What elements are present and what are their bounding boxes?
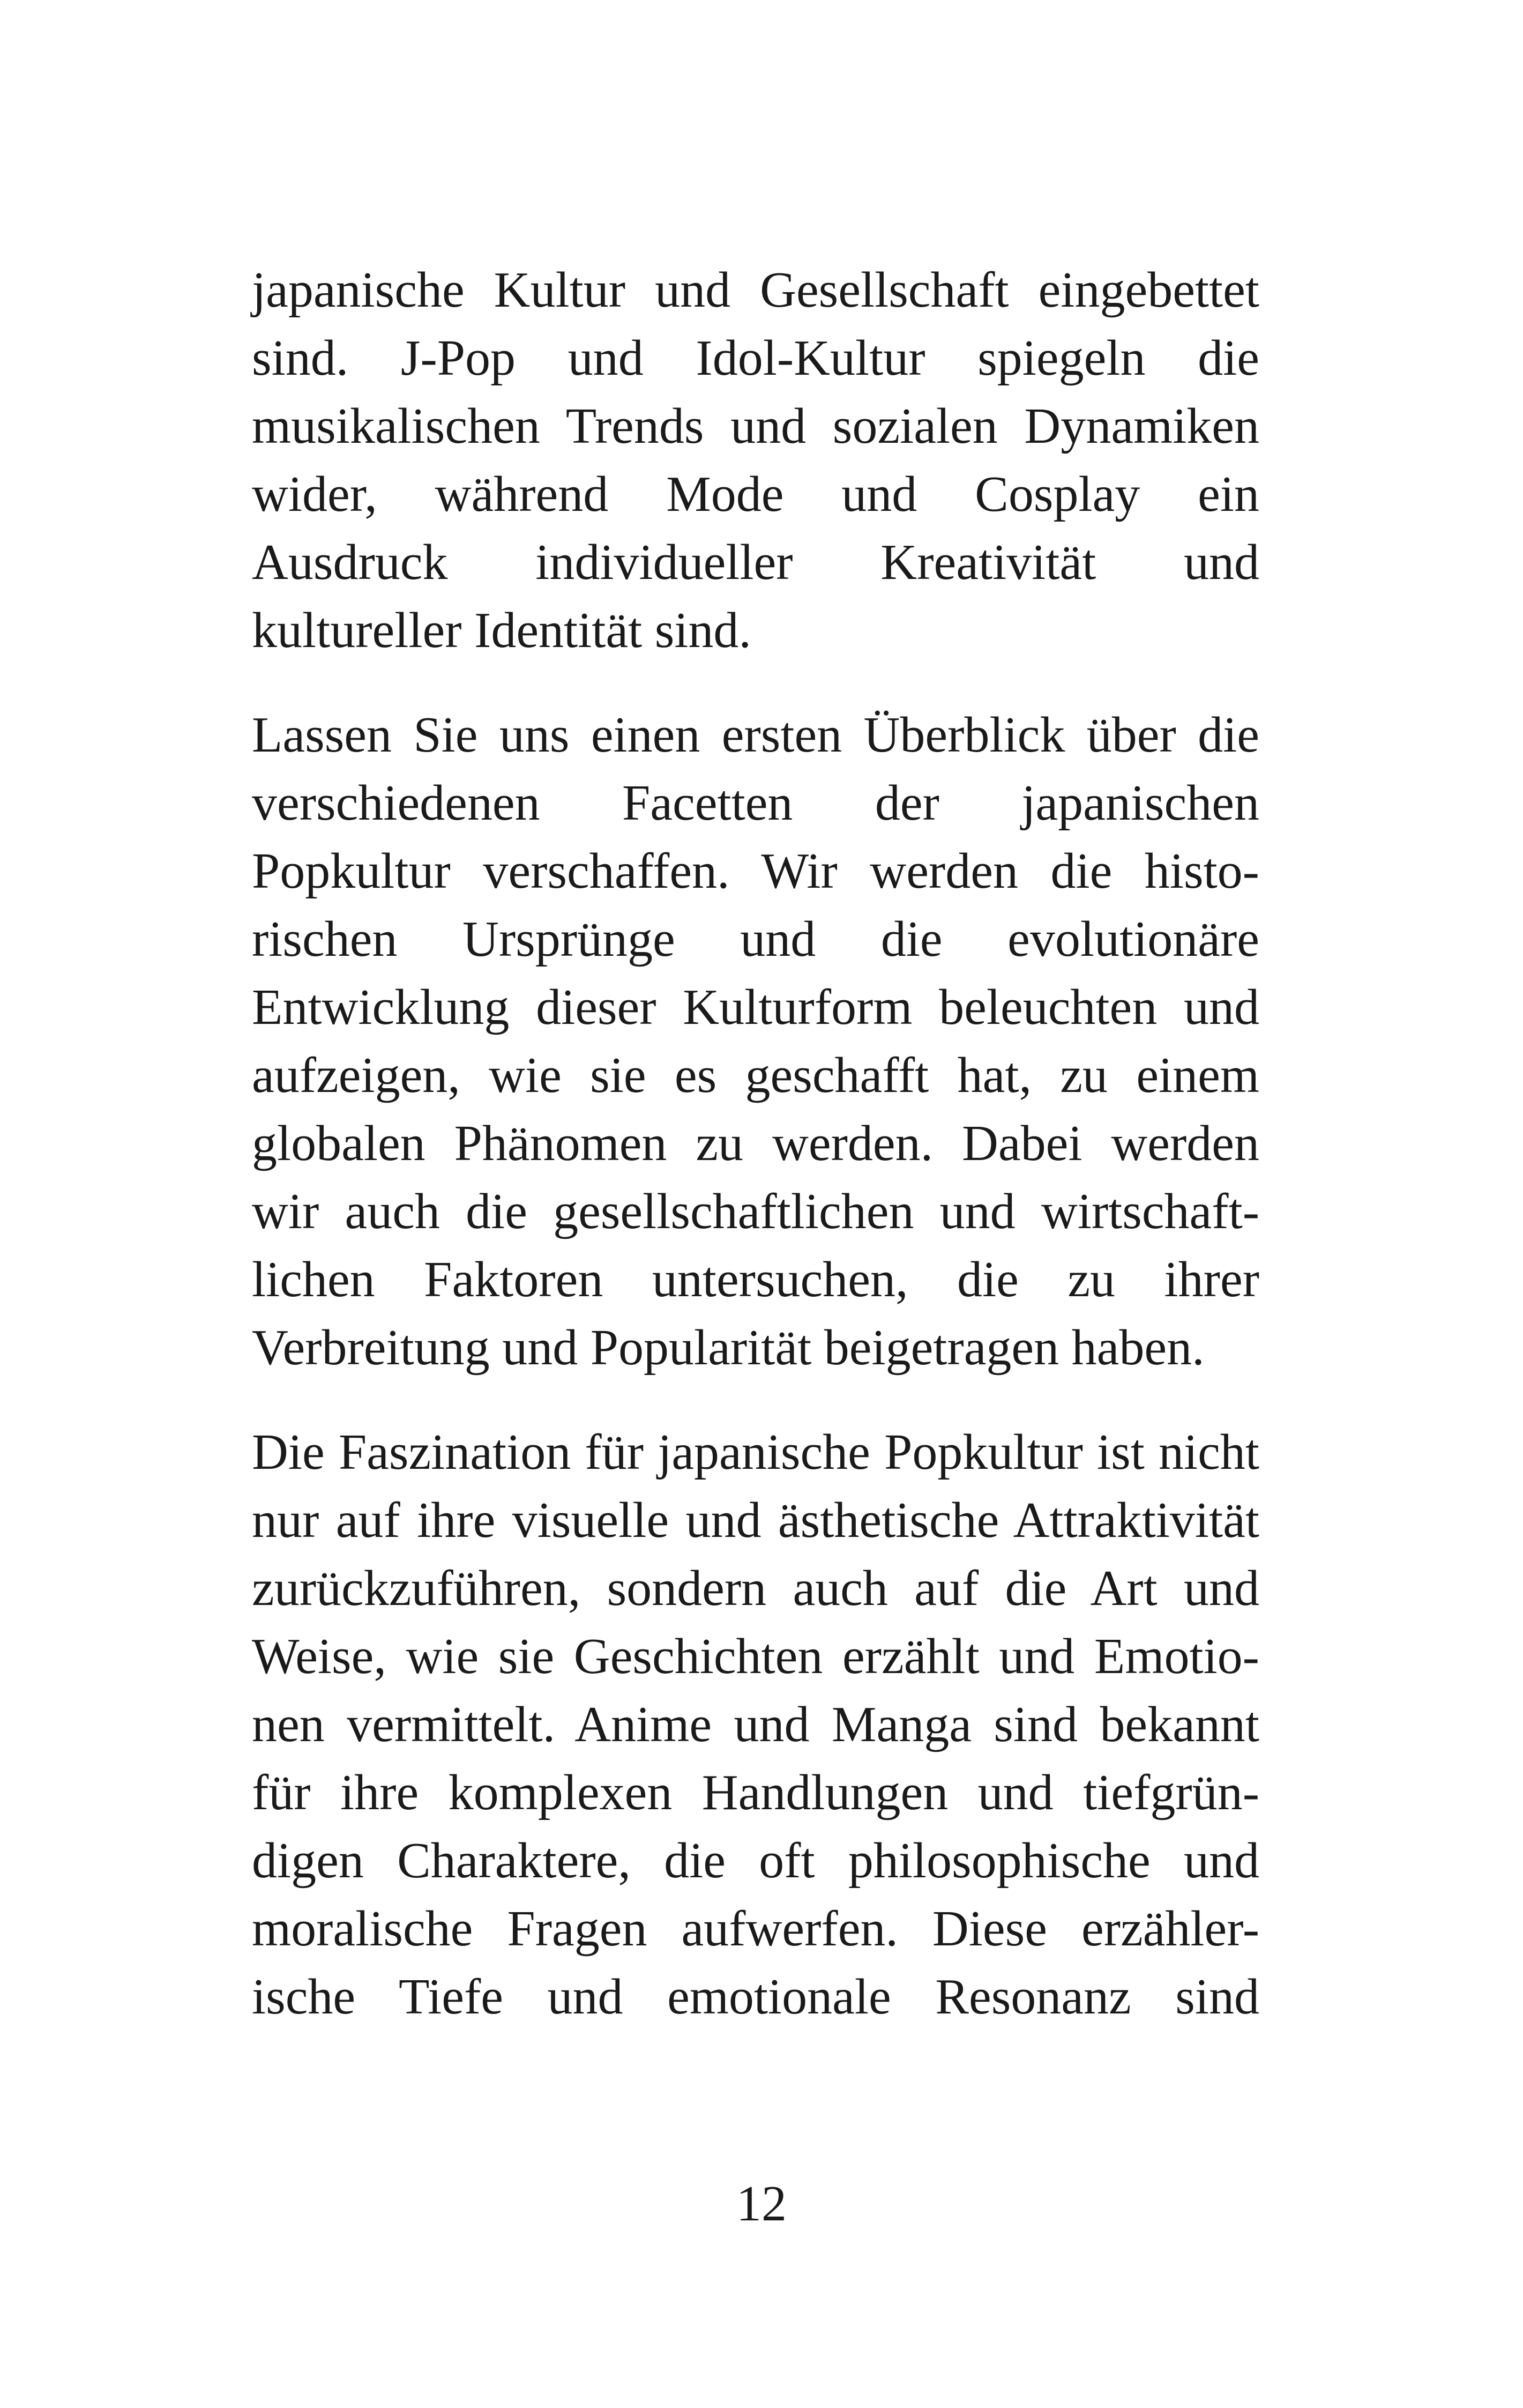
text-line: aufzeigen, wie sie es geschafft hat, zu einem — [252, 1047, 1259, 1103]
text-line: ische Tiefe und emotionale Resonanz sind — [252, 1969, 1259, 2025]
text-line: nur auf ihre visuelle und ästhetische Attraktivität — [252, 1492, 1259, 1548]
text-line: Verbreitung und Popularität beigetragen haben. — [252, 1320, 1205, 1376]
text-line: sind. J-Pop und Idol-Kultur spiegeln die — [252, 330, 1259, 386]
text-line: wider, während Mode und Cosplay ein — [252, 466, 1259, 522]
text-line: Lassen Sie uns einen ersten Überblick über die — [252, 707, 1259, 763]
text-line: kultureller Identität sind. — [252, 603, 751, 658]
text-line: lichen Faktoren untersuchen, die zu ihrer — [252, 1252, 1259, 1307]
text-line: wir auch die gesellschaftlichen und wirtschaft- — [252, 1184, 1259, 1239]
paragraph-1 — [252, 256, 1259, 665]
text-line: Popkultur verschaffen. Wir werden die histo- — [252, 843, 1259, 899]
body-text — [252, 256, 1259, 2031]
text-line: zurückzuführen, sondern auch auf die Art und — [252, 1560, 1259, 1616]
paragraph-2 — [252, 701, 1259, 1382]
text-line: Weise, wie sie Geschichten erzählt und Emotio- — [252, 1629, 1259, 1684]
text-line: Ausdruck individueller Kreativität und — [252, 534, 1259, 590]
text-line: digen Charaktere, die oft philosophische und — [252, 1833, 1259, 1889]
text-line: globalen Phänomen zu werden. Dabei werden — [252, 1116, 1259, 1171]
page-number: 12 — [736, 2176, 787, 2232]
text-line: Die Faszination für japanische Popkultur ist nicht — [252, 1424, 1259, 1480]
text-line: für ihre komplexen Handlungen und tiefgrün- — [252, 1765, 1259, 1820]
text-line: musikalischen Trends und sozialen Dynamiken — [252, 398, 1259, 454]
text-line: moralische Fragen aufwerfen. Diese erzähler- — [252, 1901, 1259, 1957]
text-line: nen vermittelt. Anime und Manga sind bekannt — [252, 1697, 1259, 1752]
paragraph-3 — [252, 1418, 1259, 2031]
text-line: verschiedenen Facetten der japanischen — [252, 775, 1259, 831]
text-line: japanische Kultur und Gesellschaft eingebettet — [252, 262, 1259, 318]
text-line: Entwicklung dieser Kulturform beleuchten und — [252, 979, 1259, 1035]
text-line: rischen Ursprünge und die evolutionäre — [252, 911, 1259, 967]
